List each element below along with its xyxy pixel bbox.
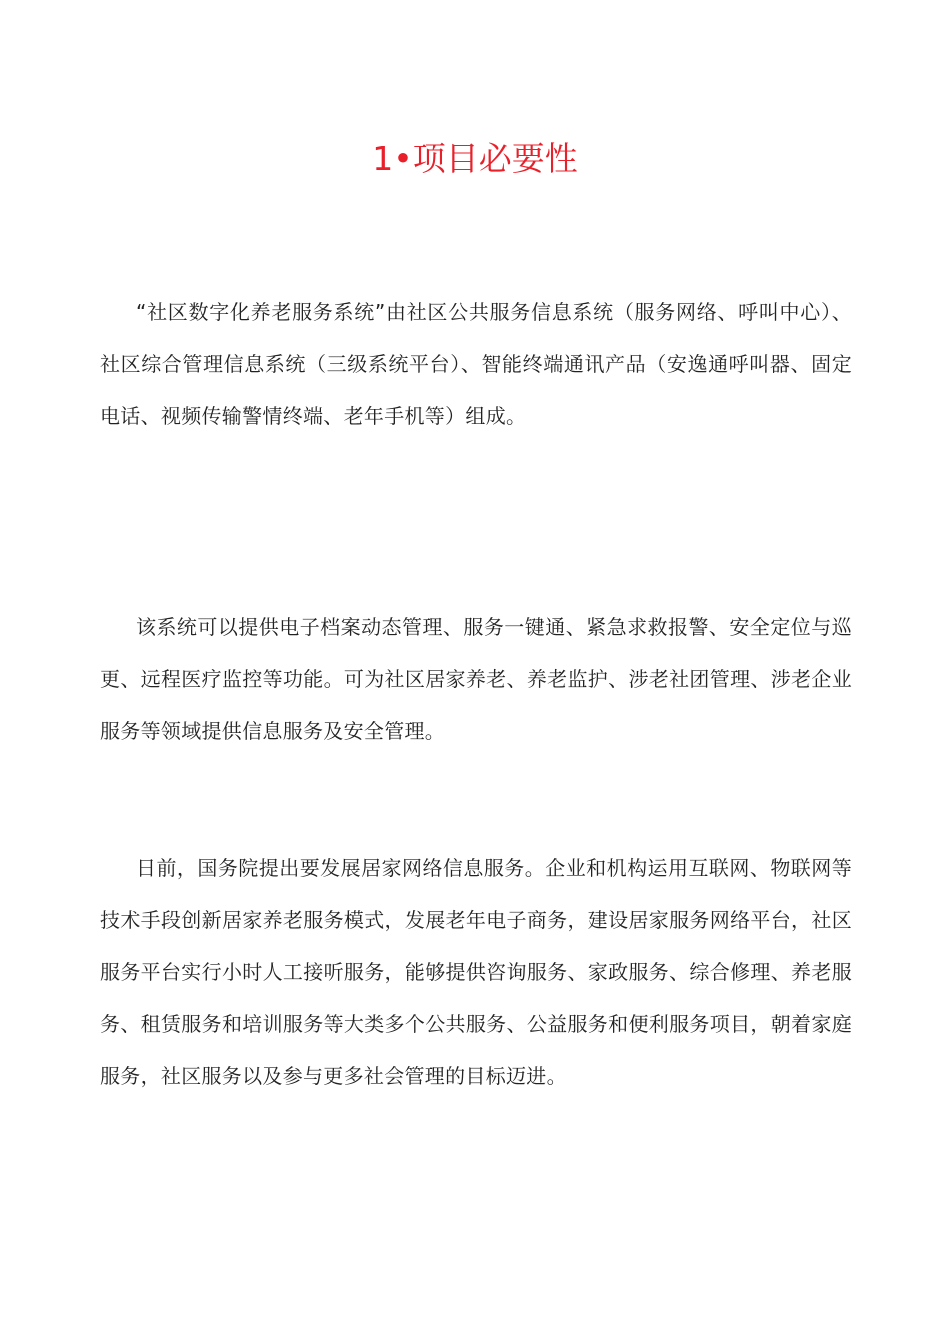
- paragraph-system-composition: “社区数字化养老服务系统”由社区公共服务信息系统（服务网络、呼叫中心）、社区综合管理信息系统（三级系统平台）、智能终端通讯产品（安逸通呼叫器、固定电话、视频传输警情终端、老年手机等）组成。: [100, 300, 852, 428]
- paragraph-system-functions: 该系统可以提供电子档案动态管理、服务一键通、紧急求救报警、安全定位与巡更、远程医疗监控等功能。可为社区居家养老、养老监护、涉老社团管理、涉老企业服务等领域提供信息服务及安全管理。: [100, 615, 852, 743]
- section-title: 1•项目必要性: [372, 139, 578, 178]
- paragraph-policy-background: 日前，国务院提出要发展居家网络信息服务。企业和机构运用互联网、物联网等技术手段创新居家养老服务模式，发展老年电子商务，建设居家服务网络平台，社区服务平台实行小时人工接听服务，能够提供咨询服务、家政服务、综合修理、养老服务、租赁服务和培训服务等大类多个公共服务、公益服务和便利服务项目，朝着家庭服务，社区服务以及参与更多社会管理的目标迈进。: [100, 856, 852, 1088]
